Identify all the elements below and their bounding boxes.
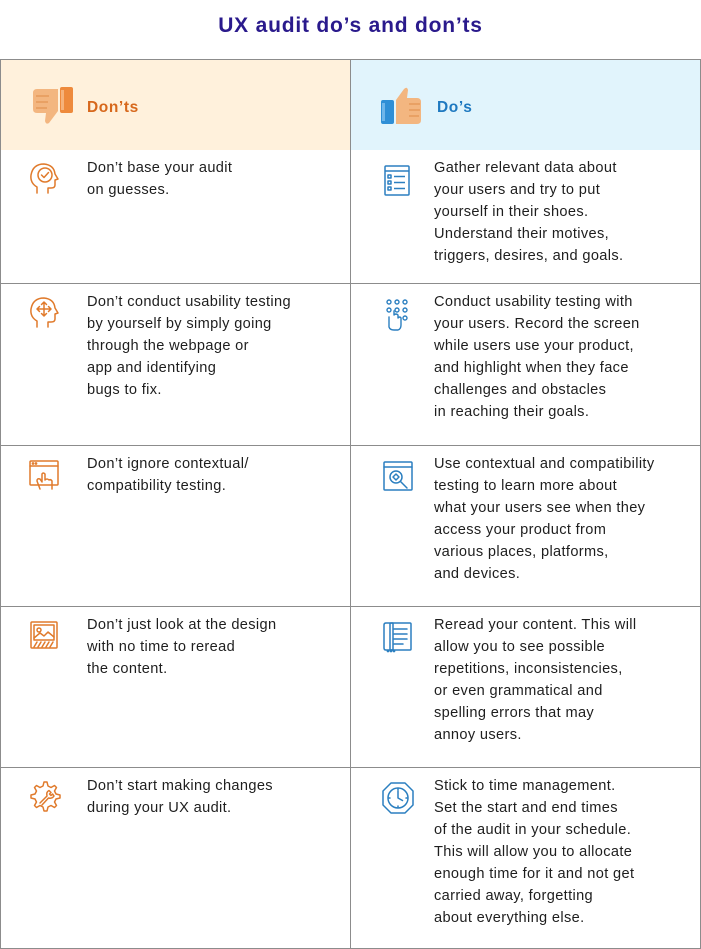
donts-header	[1, 60, 351, 150]
dont-text: Don’t ignore contextual/ compatibility testing.	[87, 456, 249, 494]
table-row	[1, 446, 701, 607]
head-arrows-icon	[27, 295, 61, 329]
do-cell	[351, 607, 701, 768]
image-frame-icon	[27, 618, 61, 652]
dont-text: Don’t just look at the design with no time to reread the content.	[87, 617, 277, 677]
table-row	[1, 607, 701, 768]
browser-hand-icon	[27, 457, 61, 491]
dont-text: Don’t base your audit on guesses.	[87, 160, 233, 198]
gear-wrench-icon	[27, 779, 61, 813]
dont-cell	[1, 150, 351, 284]
table-row	[1, 150, 701, 284]
do-text: Use contextual and compatibility testing to learn more about what your users see when they access your product from various places, platforms, and devices.	[434, 456, 655, 582]
clock-icon	[381, 781, 415, 815]
do-text: Gather relevant data about your users and try to put yourself in their shoes. Understand their motives, triggers, desires, and goals.	[434, 160, 624, 264]
do-text: Reread your content. This will allow you to see possible repetitions, inconsistencies, or even grammatical and spelling errors that may annoy users.	[434, 617, 637, 743]
head-check-icon	[27, 161, 61, 195]
do-cell	[351, 284, 701, 446]
table-header-row	[1, 60, 701, 150]
dont-cell	[1, 446, 351, 607]
document-read-icon	[381, 620, 415, 654]
data-form-icon	[381, 163, 415, 197]
table-row	[1, 284, 701, 446]
browser-search-icon	[381, 459, 415, 493]
touch-grid-icon	[381, 297, 415, 331]
page-title: UX audit do’s and don’ts	[218, 14, 483, 37]
dont-cell	[1, 284, 351, 446]
dos-header	[351, 60, 701, 150]
dont-text: Don’t conduct usability testing by yourself by simply going through the webpage or app and identifying bugs to fix.	[87, 294, 291, 398]
do-cell	[351, 446, 701, 607]
do-cell	[351, 150, 701, 284]
dos-donts-table	[0, 59, 701, 949]
thumbs-up-icon	[379, 86, 423, 126]
donts-heading: Don’ts	[87, 99, 139, 116]
thumbs-down-icon	[31, 87, 75, 127]
table-row	[1, 768, 701, 949]
do-text: Conduct usability testing with your users. Record the screen while users use your product, and highlight when they face challenges and obstacles in reaching their goals.	[434, 294, 640, 420]
dont-cell	[1, 768, 351, 949]
do-cell	[351, 768, 701, 949]
dont-cell	[1, 607, 351, 768]
dos-heading: Do’s	[437, 99, 473, 116]
do-text: Stick to time management. Set the start and end times of the audit in your schedule. This will allow you to allocate enough time for it and not get carried away, forgetting about everything else.	[434, 778, 635, 926]
dont-text: Don’t start making changes during your UX audit.	[87, 778, 273, 816]
